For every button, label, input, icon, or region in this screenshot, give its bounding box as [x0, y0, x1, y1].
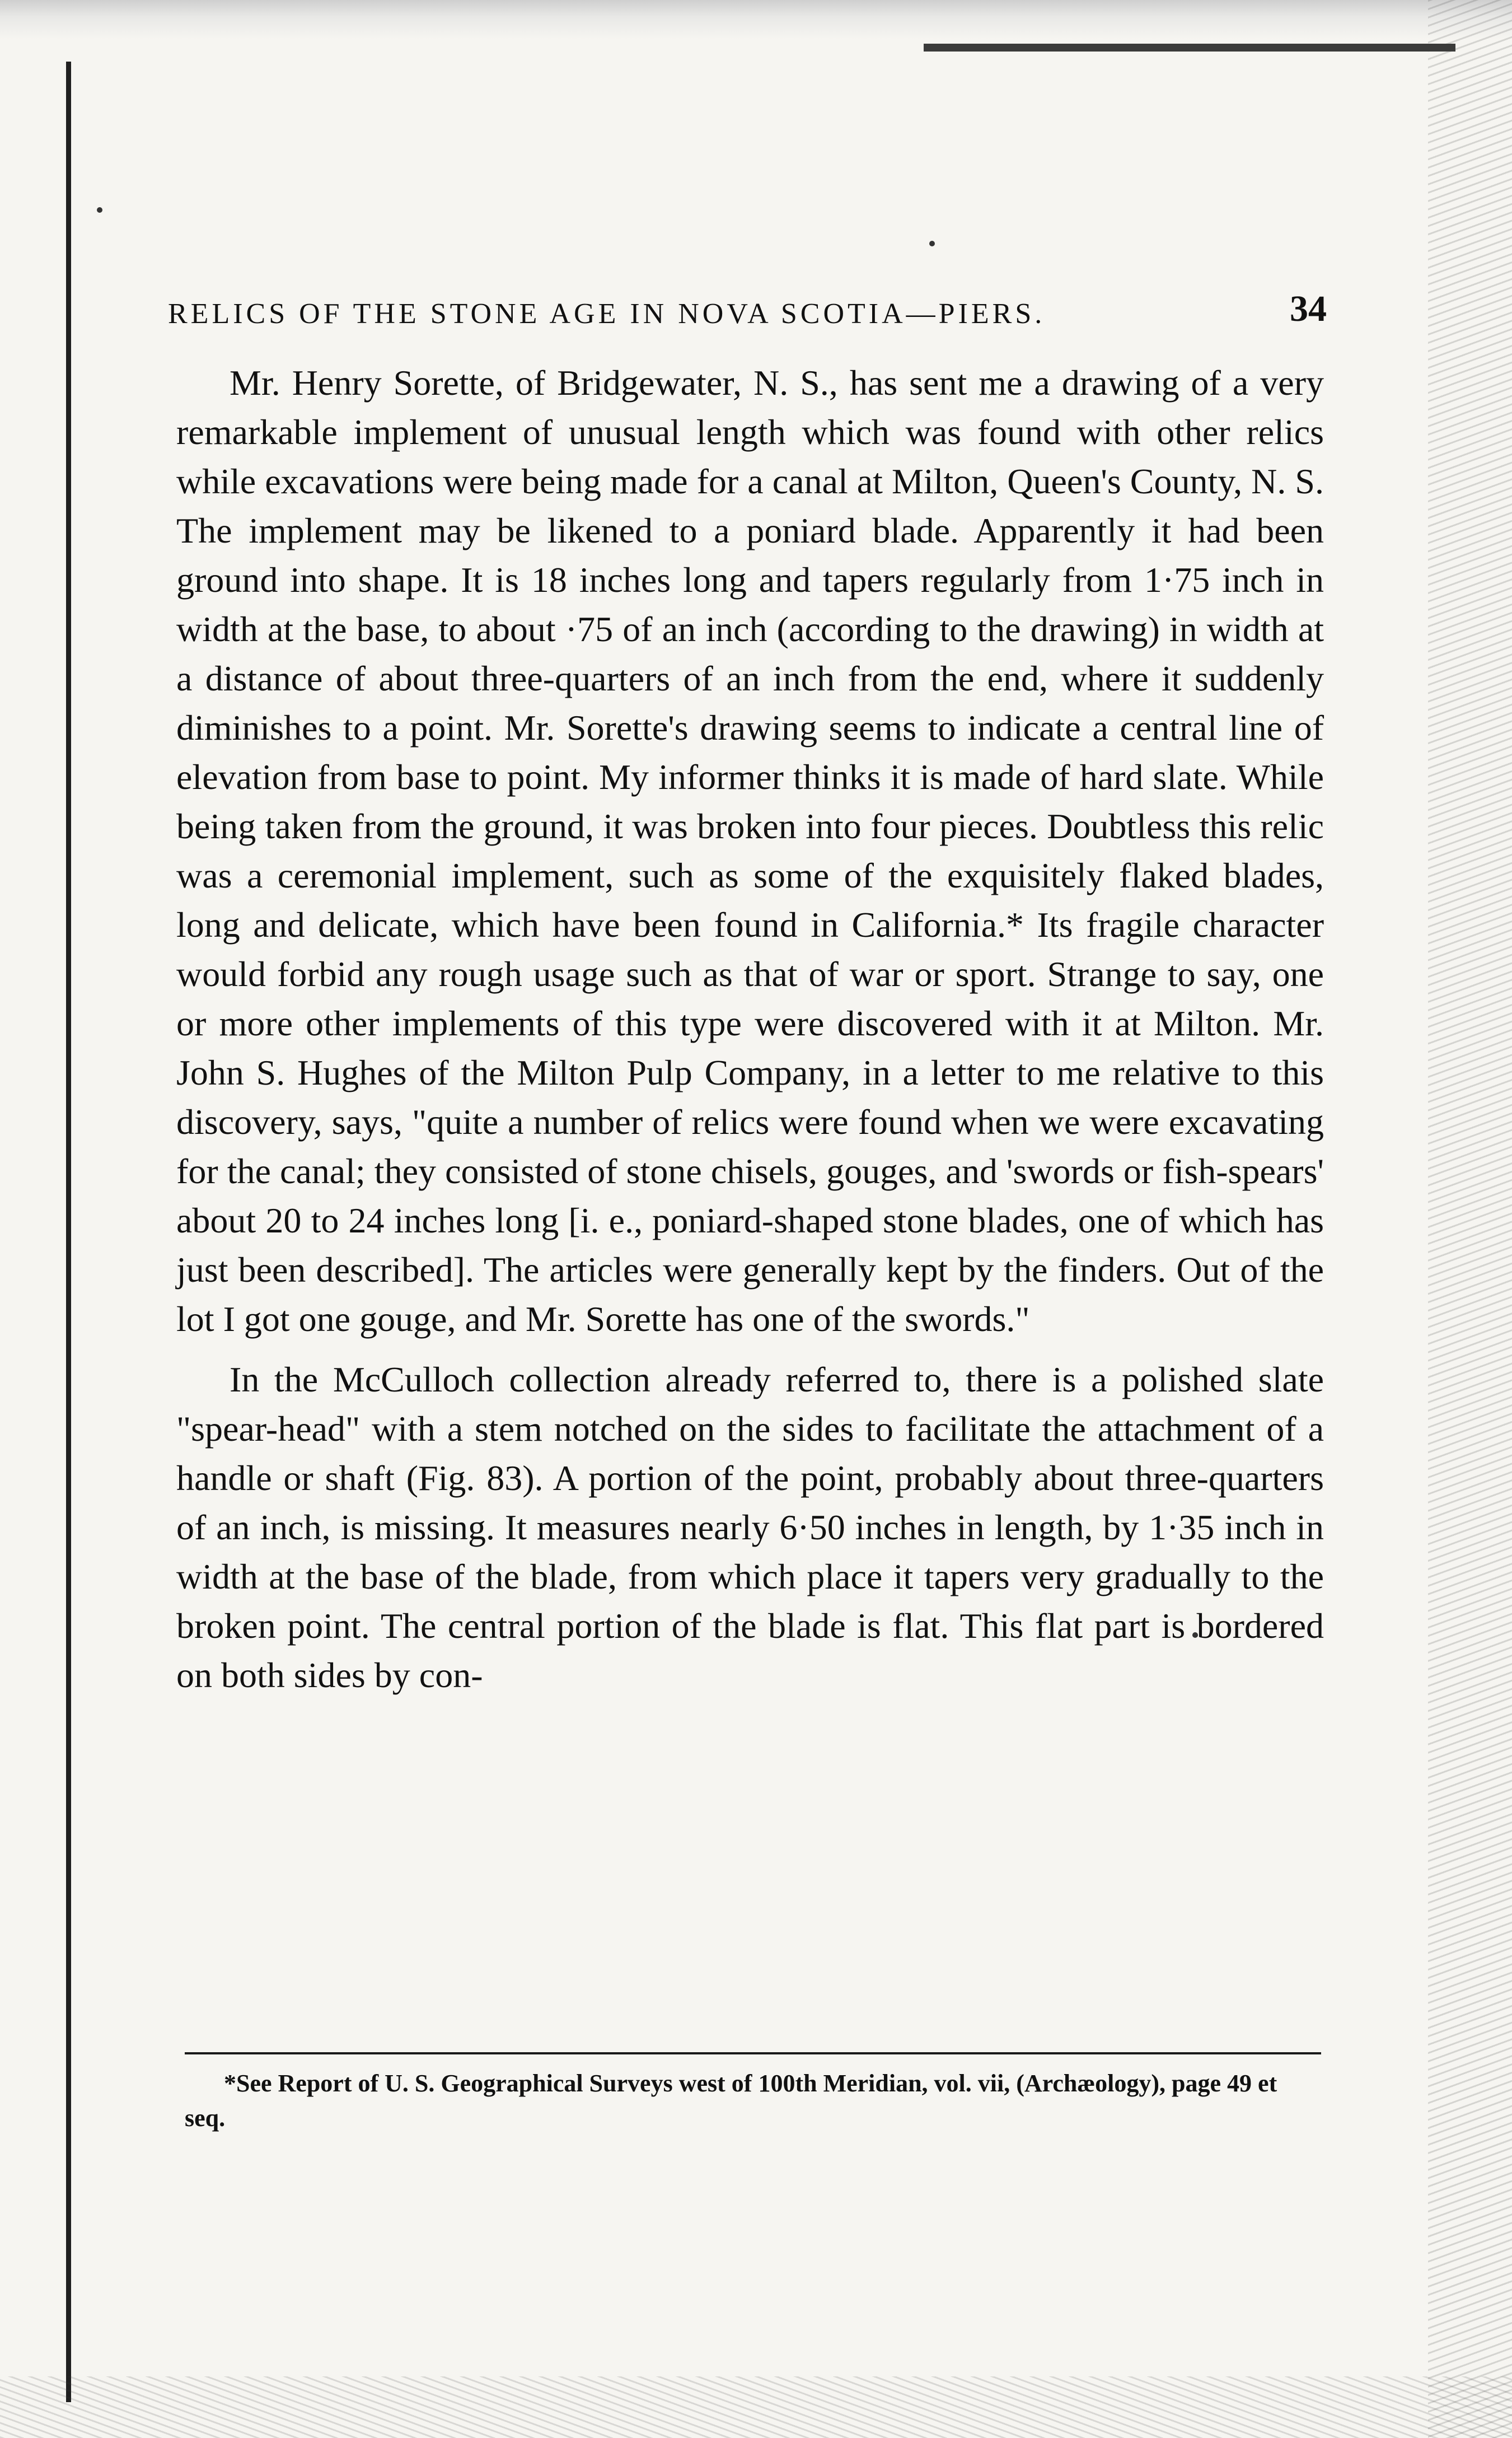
footnote-rule	[185, 2052, 1321, 2054]
page-header	[168, 280, 1327, 330]
scan-mark	[924, 44, 1455, 52]
page-number: 34	[1290, 288, 1327, 329]
body-text	[176, 358, 1324, 1700]
page-top-edge	[0, 0, 1512, 39]
paragraph: In the McCulloch collection already referred to, there is a polished slate "spear-head" with a stem notched on the sides to facilitate the attachment of a handle or shaft (Fig. 83). A portion of the point, probably about three-quarters of an inch, is missing. It measures nearly 6·50 inches in length, by 1·35 inch in width at the base of the blade, from which place it tapers very gradually to the broken point. The central portion of the blade is flat. This flat part is bordered on both sides by con-	[176, 1360, 1324, 1695]
running-title: RELICS OF THE STONE AGE IN NOVA SCOTIA—PIERS.	[168, 298, 1046, 330]
page-right-edge	[1428, 0, 1512, 2438]
footnote: *See Report of U. S. Geographical Surveys west of 100th Meridian, vol. vii, (Archæology), page 49 et seq.	[185, 2070, 1277, 2132]
ink-speck	[97, 207, 102, 213]
page-binding-edge	[66, 62, 71, 2402]
paragraph: Mr. Henry Sorette, of Bridgewater, N. S., has sent me a drawing of a very remarkable implement of unusual length which was found with other relics while excavations were being made for a canal at Milton, Queen's County, N. S. The implement may be likened to a poniard blade. Apparently it had been ground into shape. It is 18 inches long and tapers regularly from 1·75 inch in width at the base, to about ·75 of an inch (according to the drawing) in width at a distance of about three-quarters of an inch from the end, where it suddenly diminishes to a point. Mr. Sorette's drawing seems to indicate a central line of elevation from base to point. My informer thinks it is made of hard slate. While being taken from the ground, it was broken into four pieces. Doubtless this relic was a ceremonial implement, such as some of the exquisitely flaked blades, long and delicate, which have been found in California.* Its fragile character would forbid any rough usage such as that of war or sport. Strange to say, one or more other implements of this type were discovered with it at Milton. Mr. John S. Hughes of the Milton Pulp Company, in a letter to me relative to this discovery, says, "quite a number of relics were found when we were excavating for the canal; they consisted of stone chisels, gouges, and 'swords or fish-spears' about 20 to 24 inches long [i. e., poniard-shaped stone blades, one of which has just been described]. The articles were generally kept by the finders. Out of the lot I got one gouge, and Mr. Sorette has one of the swords."	[176, 363, 1324, 1339]
page-bottom-edge	[0, 2376, 1512, 2438]
ink-speck	[929, 241, 935, 246]
